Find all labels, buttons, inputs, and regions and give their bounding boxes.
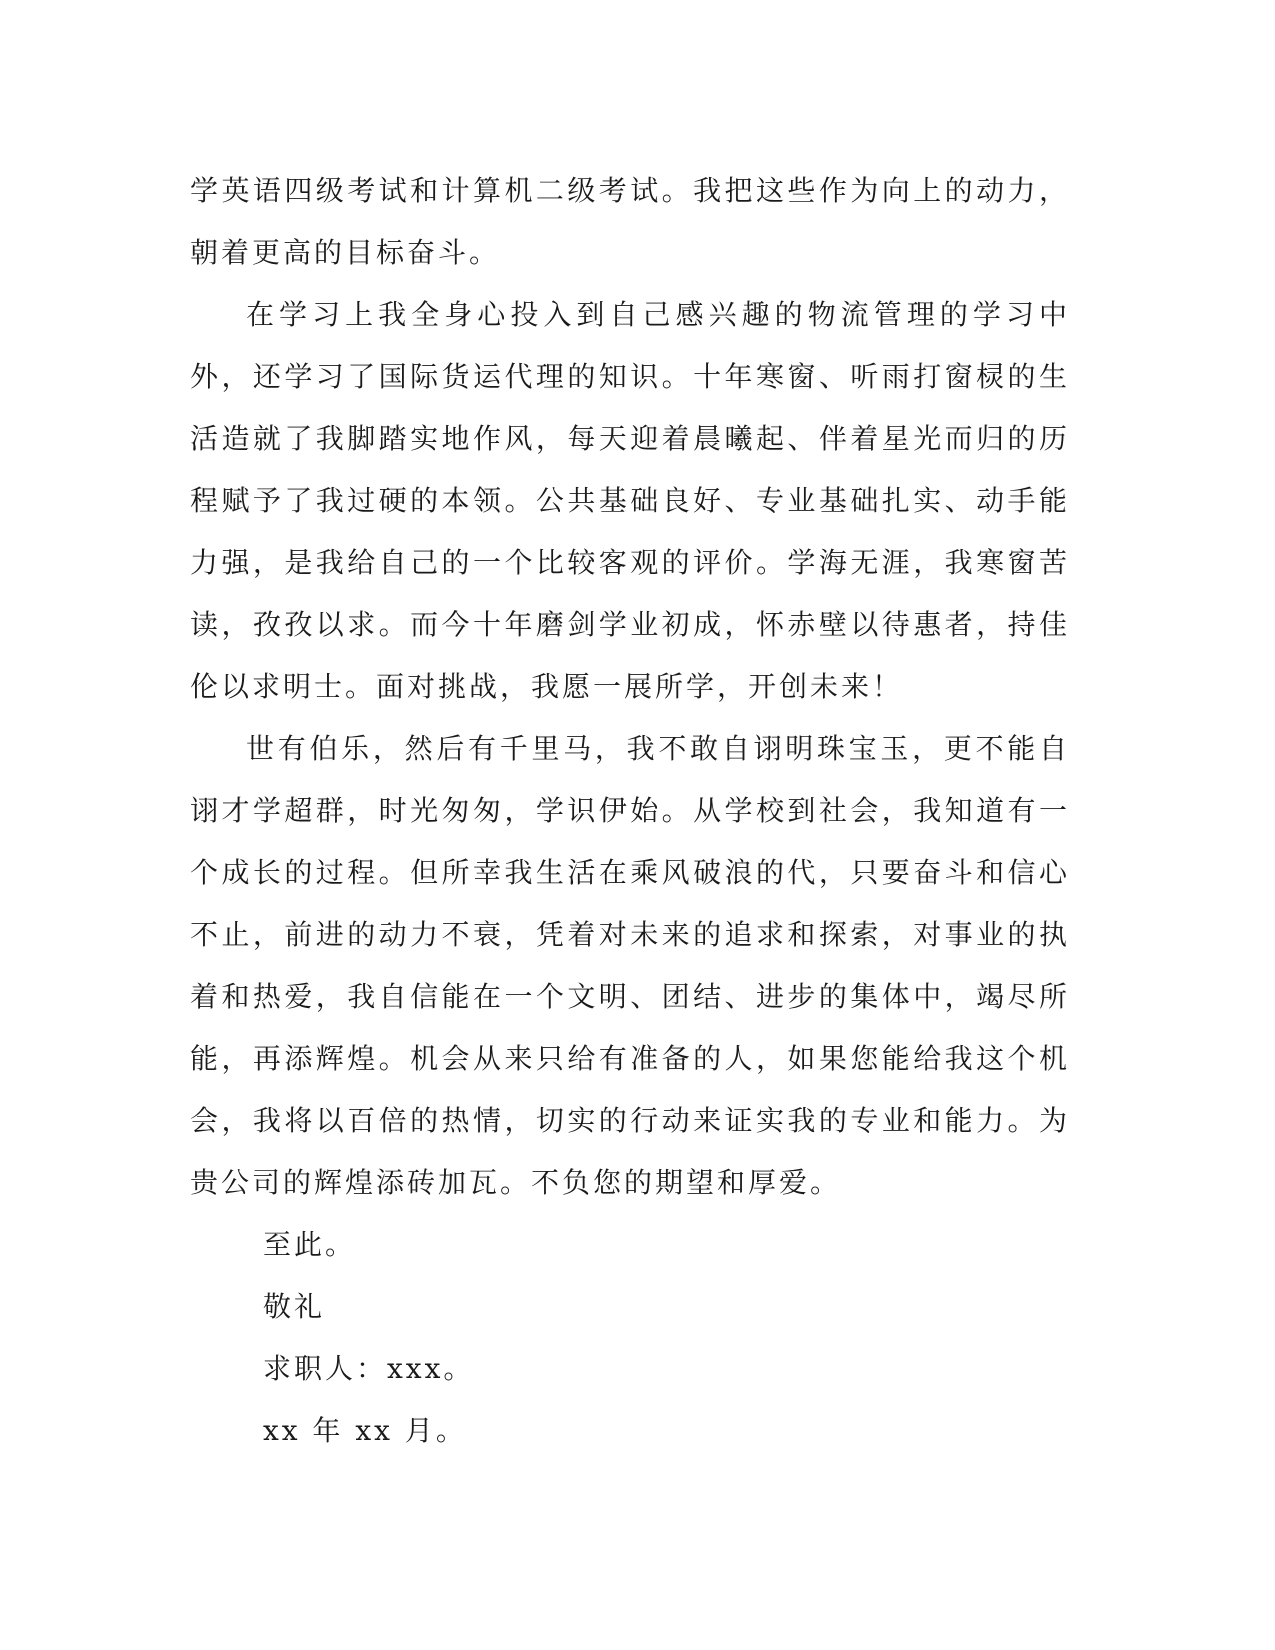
letter-body	[190, 160, 1070, 1462]
closing-line: 至此。	[263, 1228, 357, 1261]
signature: 求职人：xxx。	[263, 1352, 475, 1385]
paragraph-aspiration: 世有伯乐，然后有千里马，我不敢自诩明珠宝玉，更不能自诩才学超群，时光匆匆，学识伊始。从学校到社会，我知道有一个成长的过程。但所幸我生活在乘风破浪的代，只要奋斗和信心不止，前进的动力不衰，凭着对未来的追求和探索，对事业的执着和热爱，我自信能在一个文明、团结、进步的集体中，竭尽所能，再添辉煌。机会从来只给有准备的人，如果您能给我这个机会，我将以百倍的热情，切实的行动来证实我的专业和能力。为贵公司的辉煌添砖加瓦。不负您的期望和厚爱。	[190, 732, 1070, 1199]
paragraph-continuation: 学英语四级考试和计算机二级考试。我把这些作为向上的动力，朝着更高的目标奋斗。	[190, 174, 1070, 269]
salutation: 敬礼	[263, 1290, 326, 1323]
date: xx 年 xx 月。	[263, 1414, 467, 1447]
paragraph-study: 在学习上我全身心投入到自己感兴趣的物流管理的学习中外，还学习了国际货运代理的知识。十年寒窗、听雨打窗棂的生活造就了我脚踏实地作风，每天迎着晨曦起、伴着星光而归的历程赋予了我过硬的本领。公共基础良好、专业基础扎实、动手能力强，是我给自己的一个比较客观的评价。学海无涯，我寒窗苦读，孜孜以求。而今十年磨剑学业初成，怀赤壁以待惠者，持佳伦以求明士。面对挑战，我愿一展所学，开创未来！	[190, 298, 1070, 703]
